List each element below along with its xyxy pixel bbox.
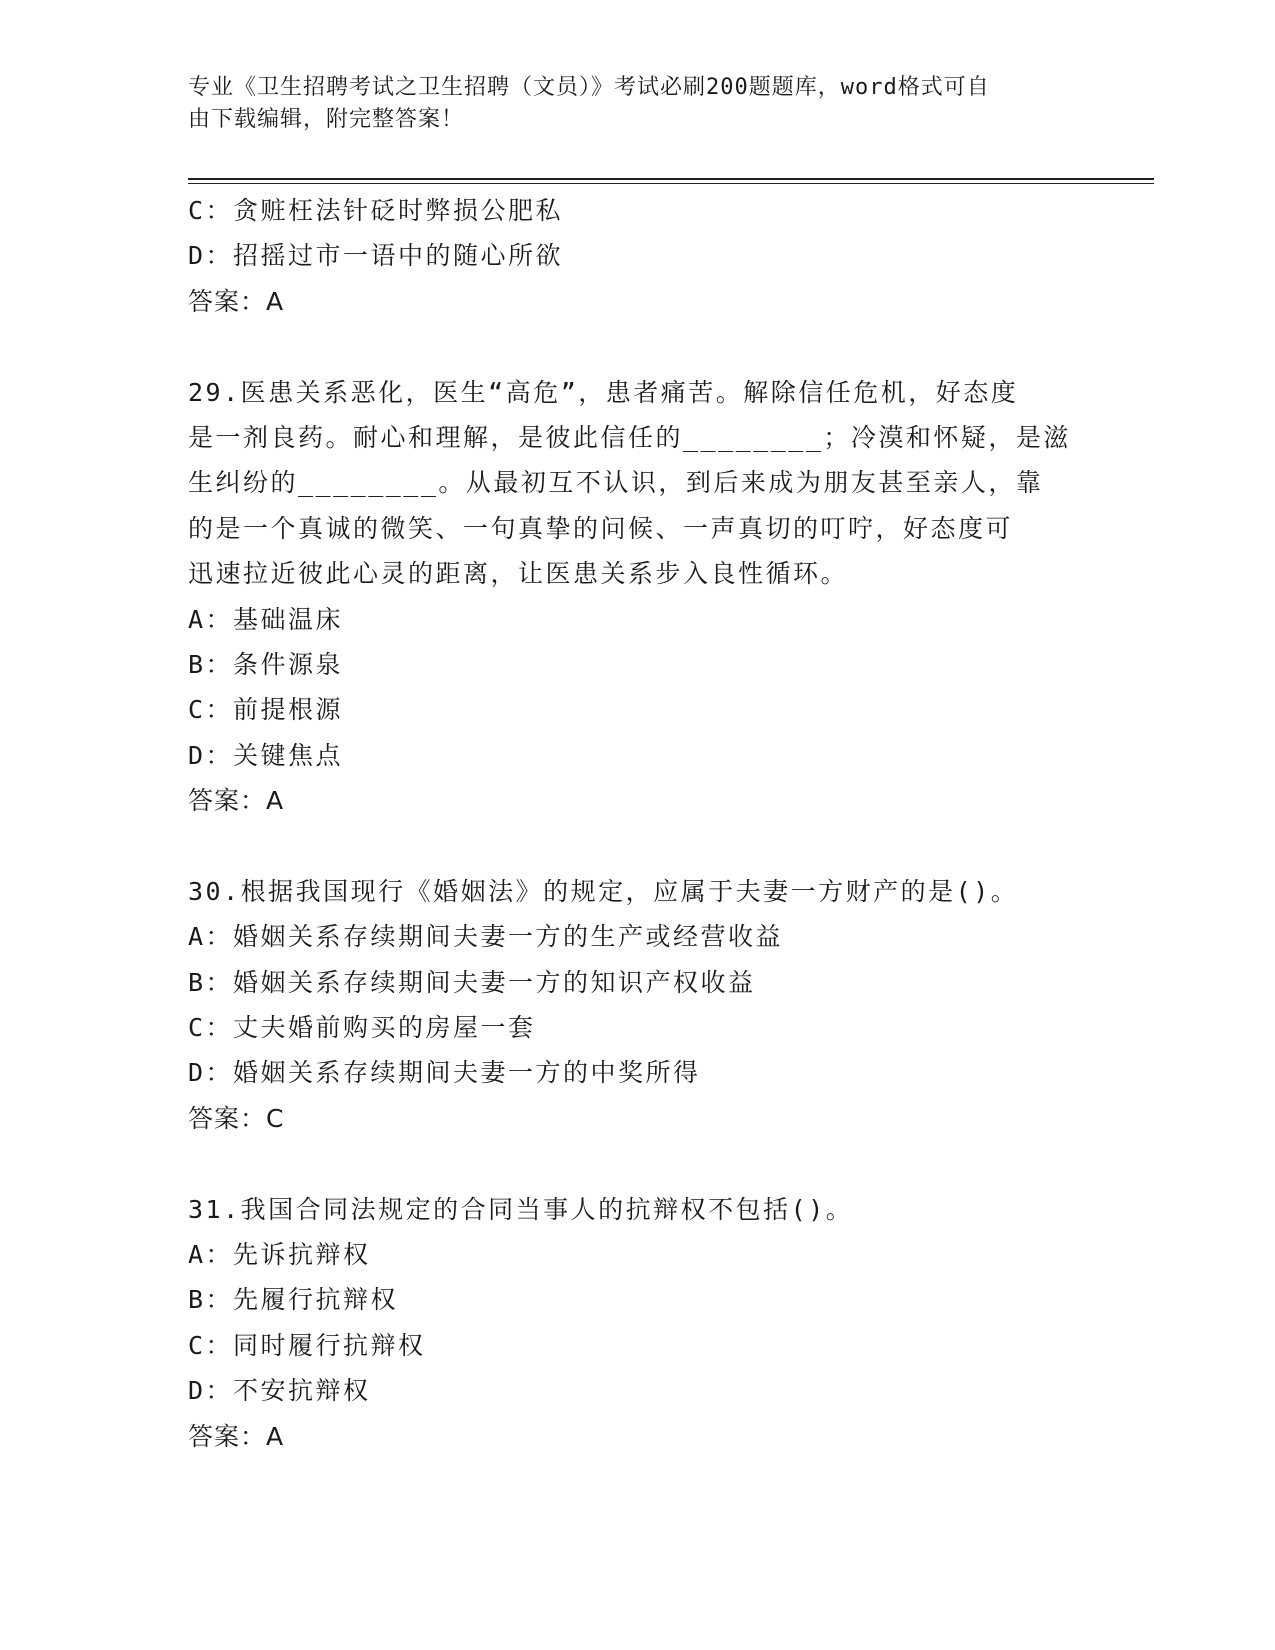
question-29 (188, 370, 1108, 824)
question-stem-line: 的是一个真诚的微笑、一句真挚的问候、一声真切的叮咛，好态度可 (188, 513, 1014, 543)
spacer (188, 823, 1108, 868)
header-line-1: 专业《卫生招聘考试之卫生招聘（文员）》考试必刷200题题库，word格式可自 (188, 75, 990, 100)
option-d: D：不安抗辩权 (188, 1376, 371, 1406)
option-c: C：前提根源 (188, 695, 344, 725)
option-a: A：婚姻关系存续期间夫妻一方的生产或经营收益 (188, 922, 784, 952)
question-list (188, 188, 1108, 1459)
answer-line: 答案：A (188, 786, 285, 816)
option-d: D：关键焦点 (188, 740, 344, 770)
answer-line: 答案：A (188, 1421, 285, 1451)
option-b: B：先履行抗辩权 (188, 1285, 399, 1315)
question-31 (188, 1187, 1108, 1459)
option-b: B：条件源泉 (188, 649, 344, 679)
question-28 (188, 188, 1108, 324)
option-c: C：同时履行抗辩权 (188, 1330, 426, 1360)
option-d: D：婚姻关系存续期间夫妻一方的中奖所得 (188, 1058, 701, 1088)
question-stem-line: 生纠纷的________。从最初互不认识，到后来成为朋友甚至亲人，靠 (188, 468, 1044, 498)
option-c: C：丈夫婚前购买的房屋一套 (188, 1013, 536, 1043)
option-d: D：招摇过市一语中的随心所欲 (188, 241, 564, 271)
answer-line: 答案：A (188, 286, 285, 316)
question-stem-line: 29.医患关系恶化，医生“高危”，患者痛苦。解除信任危机，好态度 (188, 377, 1019, 407)
header-divider-thin (188, 183, 1154, 184)
spacer (188, 324, 1108, 369)
header-line-2: 由下载编辑，附完整答案！ (188, 107, 465, 132)
question-stem: 31.我国合同法规定的合同当事人的抗辩权不包括()。 (188, 1194, 854, 1224)
option-a: A：先诉抗辩权 (188, 1239, 371, 1269)
question-stem: 30.根据我国现行《婚姻法》的规定，应属于夫妻一方财产的是()。 (188, 876, 1019, 906)
document-header (188, 72, 1088, 136)
spacer (188, 1141, 1108, 1186)
question-stem-line: 迅速拉近彼此心灵的距离，让医患关系步入良性循环。 (188, 559, 849, 589)
header-divider-thick (188, 178, 1154, 180)
question-stem-line: 是一剂良药。耐心和理解，是彼此信任的________；冷漠和怀疑，是滋 (188, 422, 1071, 452)
question-30 (188, 869, 1108, 1141)
option-b: B：婚姻关系存续期间夫妻一方的知识产权收益 (188, 967, 756, 997)
option-c: C：贪赃枉法针砭时弊损公肥私 (188, 196, 564, 225)
answer-line: 答案：C (188, 1103, 285, 1133)
option-a: A：基础温床 (188, 604, 344, 634)
